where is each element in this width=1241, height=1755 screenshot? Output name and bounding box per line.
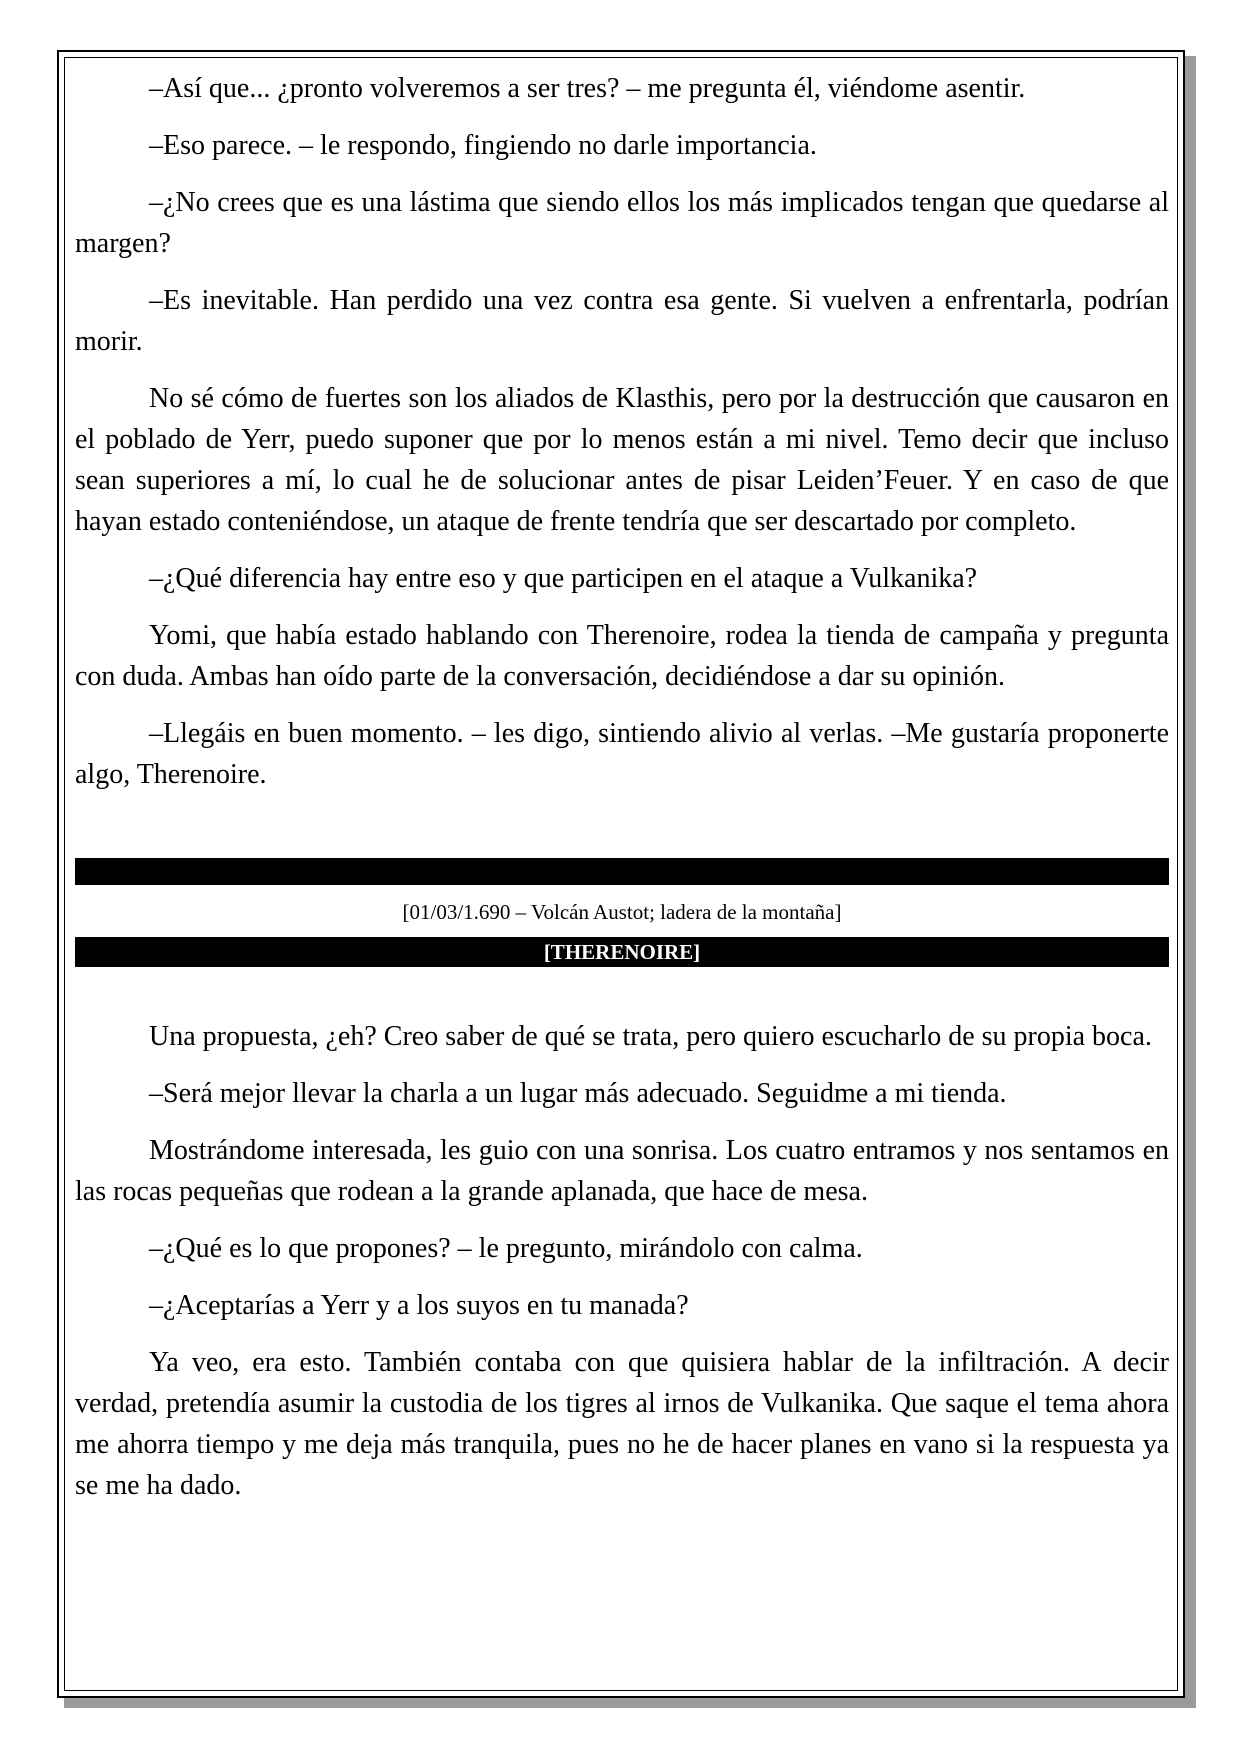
- pov-character-banner: [THERENOIRE]: [75, 937, 1169, 967]
- section-one: [75, 68, 1169, 795]
- paragraph: –Llegáis en buen momento. – les digo, sintiendo alivio al verlas. –Me gustaría proponerte algo, Therenoire.: [75, 718, 1169, 790]
- section-two: [75, 1016, 1169, 1506]
- paragraph: –¿Aceptarías a Yerr y a los suyos en tu manada?: [149, 1290, 689, 1321]
- paragraph: Ya veo, era esto. También contaba con que quisiera hablar de la infiltración. A decir verdad, pretendía asumir la custodia de los tigres al irnos de Vulkanika. Que saque el tema ahora me ahorra tiempo y me deja más tranquila, pues no he de hacer planes en vano si la respuesta ya se me ha dado.: [75, 1347, 1169, 1501]
- paragraph: –¿Qué es lo que propones? – le pregunto, mirándolo con calma.: [149, 1233, 863, 1264]
- page-content: [75, 68, 1169, 1506]
- paragraph: –¿No crees que es una lástima que siendo ellos los más implicados tengan que quedarse al margen?: [75, 187, 1169, 259]
- paragraph: No sé cómo de fuertes son los aliados de Klasthis, pero por la destrucción que causaron en el poblado de Yerr, puedo suponer que por lo menos están a mi nivel. Temo decir que incluso sean superiores a mí, lo cual he de solucionar antes de pisar Leiden’Feuer. Y en caso de que hayan estado conteniéndose, un ataque de frente tendría que ser descartado por completo.: [75, 383, 1169, 537]
- paragraph: –Será mejor llevar la charla a un lugar más adecuado. Seguidme a mi tienda.: [149, 1078, 1007, 1109]
- paragraph: Una propuesta, ¿eh? Creo saber de qué se trata, pero quiero escucharlo de su propia boca.: [149, 1021, 1152, 1052]
- scene-divider-bar: [75, 858, 1169, 885]
- paragraph: Mostrándome interesada, les guio con una sonrisa. Los cuatro entramos y nos sentamos en las rocas pequeñas que rodean a la grande aplanada, que hace de mesa.: [75, 1135, 1169, 1207]
- paragraph: Yomi, que había estado hablando con Therenoire, rodea la tienda de campaña y pregunta con duda. Ambas han oído parte de la conversación, decidiéndose a dar su opinión.: [75, 620, 1169, 692]
- scene-date-location: [01/03/1.690 – Volcán Austot; ladera de la montaña]: [402, 900, 842, 924]
- paragraph: –¿Qué diferencia hay entre eso y que participen en el ataque a Vulkanika?: [149, 563, 978, 594]
- paragraph: –Eso parece. – le respondo, fingiendo no darle importancia.: [149, 130, 817, 161]
- paragraph: –Así que... ¿pronto volveremos a ser tres? – me pregunta él, viéndome asentir.: [149, 73, 1026, 104]
- paragraph: –Es inevitable. Han perdido una vez contra esa gente. Si vuelven a enfrentarla, podrían morir.: [75, 285, 1169, 357]
